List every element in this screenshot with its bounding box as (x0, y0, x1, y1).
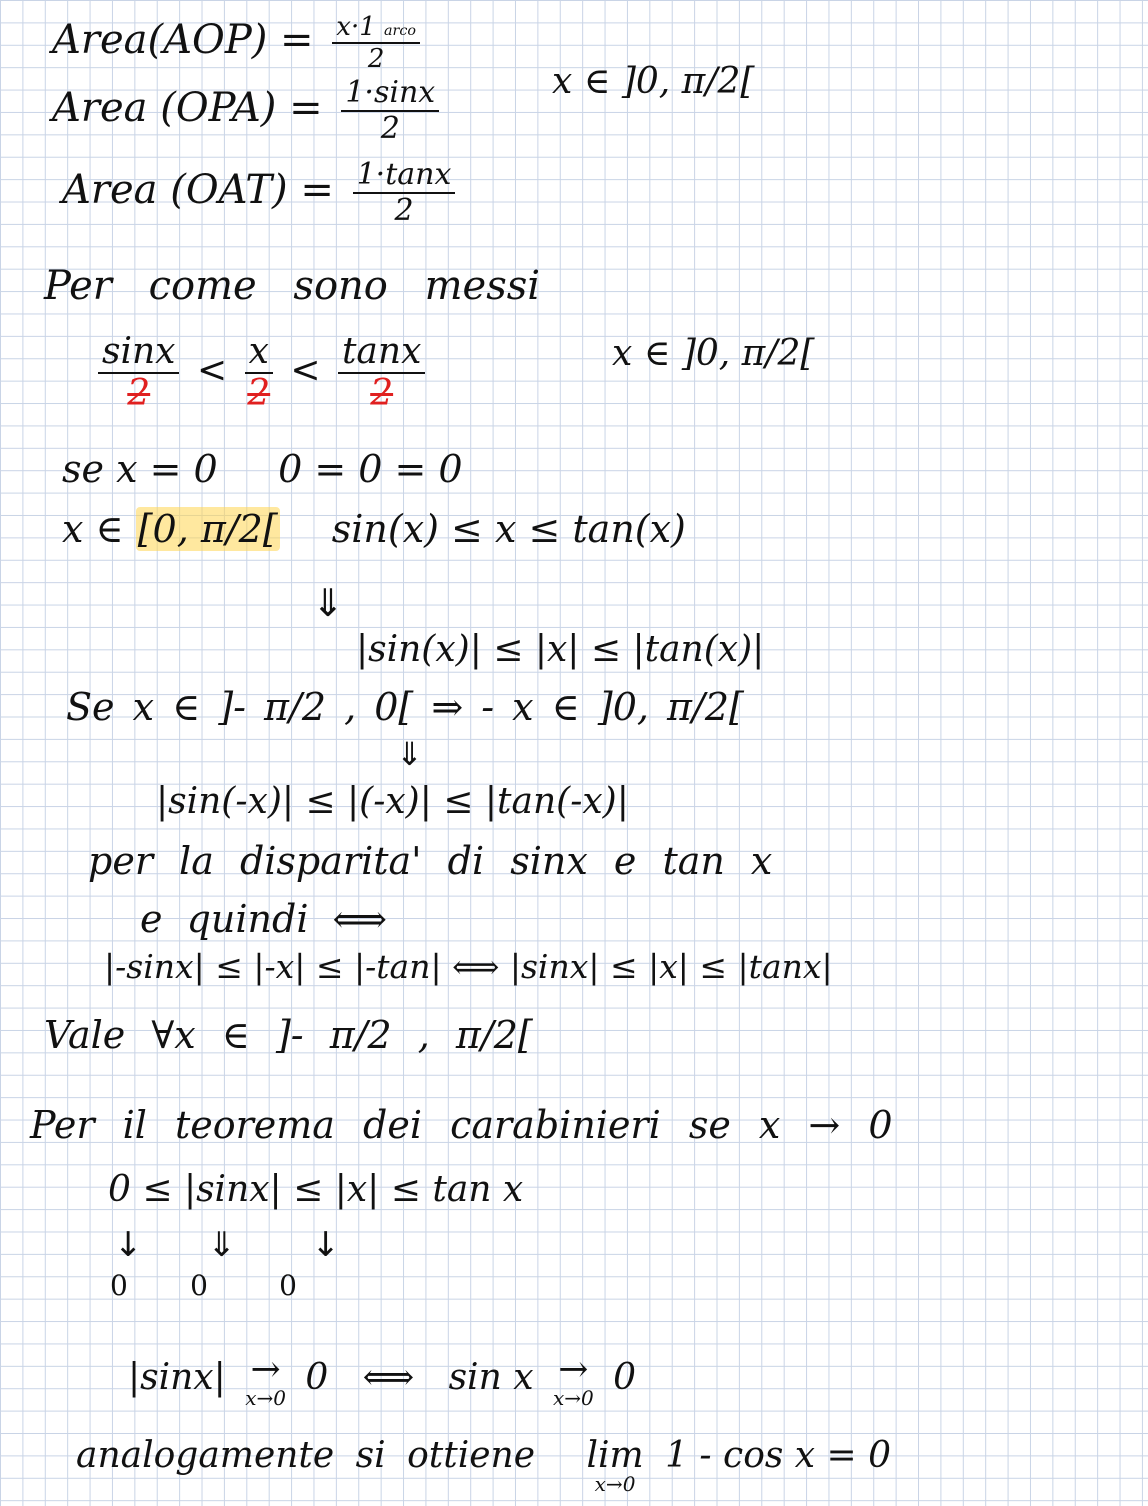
limit-sinx-to-zero (128, 1349, 637, 1410)
formula-area-oat-den: 2 (394, 193, 414, 228)
limit-arrows: ↓ ⇓ ↓ (114, 1225, 340, 1265)
fraction-sinx-over-2 (98, 331, 179, 414)
formula-area-opa-den: 2 (380, 111, 400, 146)
implies-arrow-1: ⇓ (312, 581, 344, 625)
abs-inequality-negative: |sin(-x)| ≤ |(-x)| ≤ |tan(-x)| (156, 781, 629, 822)
abs-inequality: |sin(x)| ≤ |x| ≤ |tan(x)| (356, 629, 765, 670)
formula-area-opa-lhs: Area (OPA) = (52, 85, 323, 131)
highlighted-interval: [0, π/2[ (137, 507, 278, 551)
inequality-positive-interval (62, 507, 686, 551)
limit-arrow-2-symbol: → (558, 1349, 589, 1390)
analogamente-line (76, 1435, 892, 1496)
squeeze-inequality: 0 ≤ |sinx| ≤ |x| ≤ tan x (108, 1169, 524, 1210)
one-minus-cos-limit: 1 - cos x = 0 (665, 1435, 892, 1476)
limit-zeros: 0 0 0 (110, 1269, 297, 1302)
limit-arrow-1-sub: x→0 (245, 1386, 286, 1410)
implies-arrow-2: ⇓ (396, 735, 423, 773)
fraction-sinx-num: sinx (98, 334, 179, 374)
less-than-2: < (290, 350, 321, 391)
sin-x-tan-inequality: sin(x) ≤ x ≤ tan(x) (331, 507, 686, 551)
fraction-x-over-2 (245, 331, 273, 414)
formula-area-aop-fraction (332, 14, 420, 72)
fraction-tanx-num: tanx (338, 334, 425, 374)
domain-note-1: x ∈ ]0, π/2[ (552, 61, 755, 102)
lim-operator (586, 1435, 644, 1496)
limit-arrow-2 (552, 1349, 594, 1410)
zero-iff-sinx: 0 ⟺ sin x (305, 1357, 534, 1398)
formula-area-aop-num: x·1 (336, 12, 376, 42)
lim-subscript: x→0 (594, 1472, 636, 1496)
fraction-sinx-den: 2 (127, 373, 151, 414)
formula-area-opa (52, 75, 445, 146)
formula-area-opa-num: 1·sinx (341, 78, 439, 112)
formula-area-oat-num: 1·tanx (353, 160, 456, 194)
formula-area-aop-lhs: Area(AOP) = (52, 17, 314, 63)
text-e-quindi: e quindi ⟺ (140, 897, 388, 941)
x-in-label: x ∈ (62, 507, 136, 551)
formula-area-aop-annotation: arco (384, 23, 417, 39)
text-analogamente: analogamente si ottiene (76, 1435, 535, 1476)
text-teorema-carabinieri: Per il teorema dei carabinieri se x → 0 (30, 1103, 893, 1147)
text-vale-per-ogni-x: Vale ∀x ∈ ]- π/2 , π/2[ (44, 1013, 533, 1057)
formula-area-oat-lhs: Area (OAT) = (62, 167, 334, 213)
limit-arrow-1-symbol: → (250, 1349, 281, 1390)
fraction-tanx-den: 2 (370, 373, 394, 414)
abs-sinx: |sinx| (128, 1357, 226, 1398)
fraction-x-den: 2 (247, 373, 271, 414)
case-negative-interval: Se x ∈ ]- π/2 , 0[ ⇒ - x ∈ ]0, π/2[ (66, 685, 744, 729)
formula-area-aop (52, 14, 426, 72)
fraction-x-num: x (245, 334, 273, 374)
formula-area-aop-den: 2 (367, 44, 385, 74)
limit-arrow-1 (245, 1349, 286, 1410)
case-x-equals-zero: se x = 0 0 = 0 = 0 (62, 447, 463, 491)
text-per-come-sono-messi: Per come sono messi (44, 263, 541, 309)
limit-arrow-2-sub: x→0 (552, 1386, 594, 1410)
formula-area-oat-fraction (353, 157, 456, 228)
inequality-halves (92, 331, 431, 414)
fraction-tanx-over-2 (338, 331, 425, 414)
formula-area-oat (62, 157, 461, 228)
limit-result-zero: 0 (613, 1357, 637, 1398)
abs-equivalence: |-sinx| ≤ |-x| ≤ |-tan| ⟺ |sinx| ≤ |x| ≤ |tanx| (104, 947, 833, 986)
lim-label: lim (586, 1435, 644, 1476)
text-disparita: per la disparita' di sinx e tan x (88, 839, 773, 883)
formula-area-opa-fraction (341, 75, 439, 146)
less-than-1: < (196, 350, 228, 391)
domain-note-2: x ∈ ]0, π/2[ (612, 333, 815, 374)
